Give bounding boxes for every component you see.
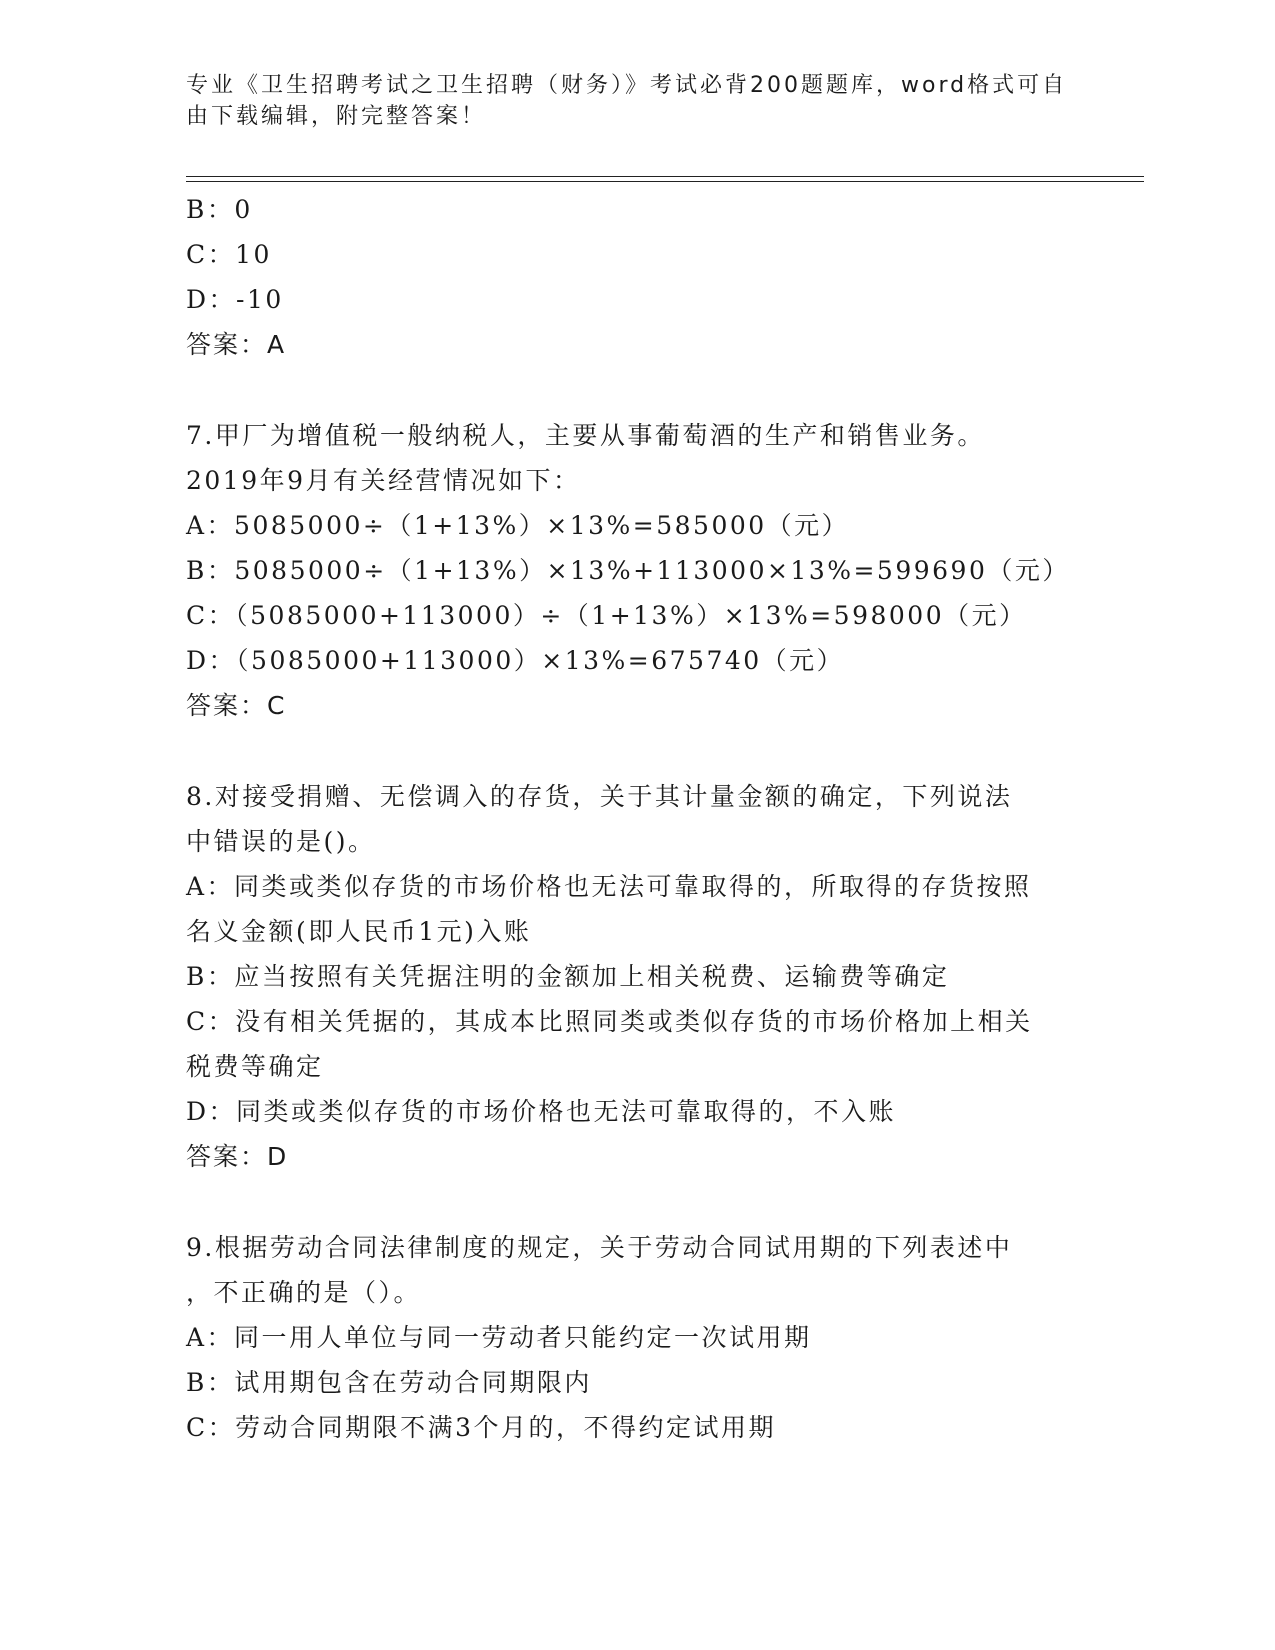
question-stem-cont: 2019年9月有关经营情况如下： [186, 466, 581, 495]
question-6 [186, 187, 1086, 367]
header-divider-bottom [186, 181, 1144, 182]
question-9 [186, 1225, 1086, 1450]
header-divider-top [186, 176, 1144, 177]
document-header [186, 70, 1086, 132]
option-b: B：试用期包含在劳动合同期限内 [186, 1368, 592, 1397]
answer: 答案：A [186, 330, 287, 359]
question-stem-cont: ，不正确的是（）。 [186, 1278, 422, 1307]
option-c-cont: 税费等确定 [186, 1052, 324, 1081]
header-line-2: 由下载编辑，附完整答案！ [186, 104, 487, 129]
question-7 [186, 413, 1086, 728]
option-a: A：同一用人单位与同一劳动者只能约定一次试用期 [186, 1323, 812, 1352]
option-c: C：（5085000+113000）÷（1+13%）×13%=598000（元） [186, 601, 1027, 630]
option-d: D：（5085000+113000）×13%=675740（元） [186, 646, 845, 675]
question-stem-cont: 中错误的是()。 [186, 827, 376, 856]
option-d: D：同类或类似存货的市场价格也无法可靠取得的，不入账 [186, 1097, 897, 1126]
option-c: C：没有相关凭据的，其成本比照同类或类似存货的市场价格加上相关 [186, 1007, 1033, 1036]
option-c: C：10 [186, 240, 272, 269]
question-list [186, 187, 1086, 1450]
option-b: B：5085000÷（1+13%）×13%+113000×13%=599690（元） [186, 556, 1070, 585]
header-line-1: 专业《卫生招聘考试之卫生招聘（财务）》考试必背200题题库，word格式可自 [186, 73, 1068, 98]
option-a: A：同类或类似存货的市场价格也无法可靠取得的，所取得的存货按照 [186, 872, 1032, 901]
answer: 答案：C [186, 691, 287, 720]
question-stem: 9.根据劳动合同法律制度的规定，关于劳动合同试用期的下列表述中 [186, 1233, 1013, 1262]
option-a: A：5085000÷（1+13%）×13%=585000（元） [186, 511, 850, 540]
option-d: D：-10 [186, 285, 284, 314]
question-8 [186, 774, 1086, 1179]
option-a-cont: 名义金额(即人民币1元)入账 [186, 917, 532, 946]
option-c: C：劳动合同期限不满3个月的，不得约定试用期 [186, 1413, 777, 1442]
question-stem: 8.对接受捐赠、无偿调入的存货，关于其计量金额的确定，下列说法 [186, 782, 1013, 811]
option-b: B：0 [186, 195, 253, 224]
answer: 答案：D [186, 1142, 289, 1171]
option-b: B：应当按照有关凭据注明的金额加上相关税费、运输费等确定 [186, 962, 950, 991]
question-stem: 7.甲厂为增值税一般纳税人，主要从事葡萄酒的生产和销售业务。 [186, 421, 985, 450]
